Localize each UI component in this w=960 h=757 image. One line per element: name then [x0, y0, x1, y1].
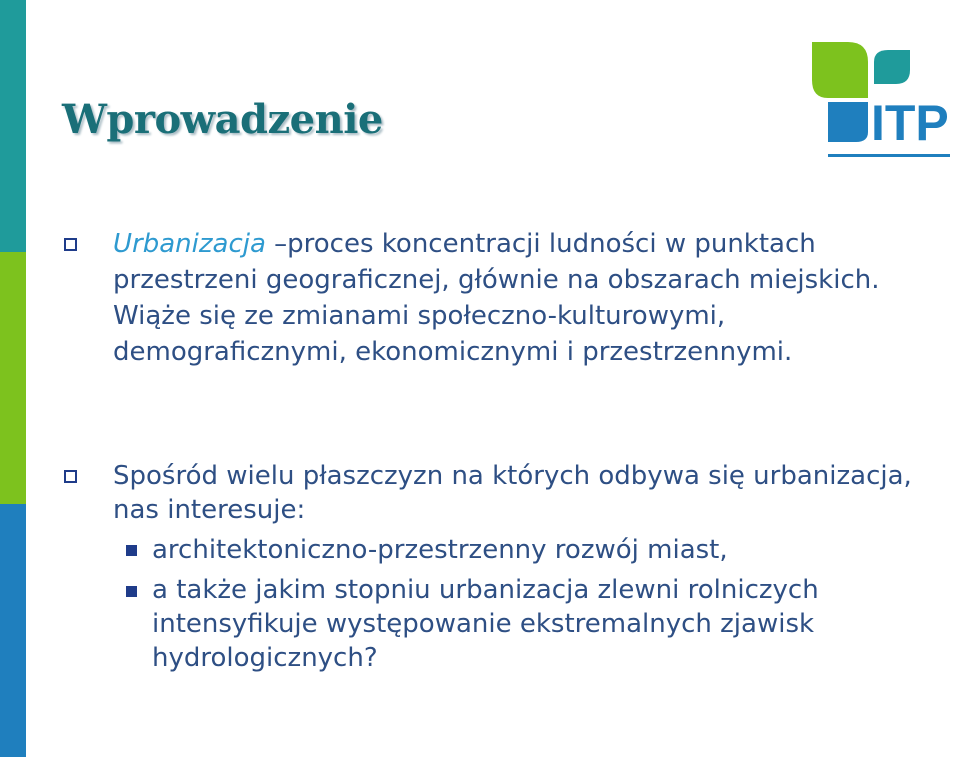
sub-bullet-architecture: architektoniczno-przestrzenny rozwój miast, — [152, 535, 728, 565]
filled-square-bullet-icon — [126, 545, 137, 556]
hollow-square-bullet-icon — [64, 470, 77, 483]
left-band-teal-segment — [0, 0, 26, 252]
term-urbanizacja: Urbanizacja — [113, 229, 266, 259]
left-band-green-segment — [0, 252, 26, 504]
sub-bullet-hydrology-question: a także jakim stopniu urbanizacja zlewni rolniczych intensyfikuje występowanie ekstremalnych zjawisk hydrologicznych? — [152, 575, 819, 673]
logo-leaf-teal — [874, 50, 910, 84]
logo-leaf-green — [812, 42, 868, 98]
hollow-square-bullet-icon — [64, 238, 77, 251]
itp-logo — [808, 40, 954, 160]
slide-title: Wprowadzenie — [62, 96, 383, 143]
logo-wordmark: ITP — [871, 95, 949, 151]
left-color-band — [0, 0, 26, 757]
left-band-blue-segment — [0, 504, 26, 757]
logo-leaf-blue — [828, 102, 868, 142]
logo-underline — [828, 154, 950, 157]
filled-square-bullet-icon — [126, 586, 137, 597]
definition-text: –proces koncentracji ludności w punktach przestrzeni geograficznej, głównie na obszarach miejskich. Wiąże się ze zmianami społeczno-kulturowymi, demograficznymi, ekonomicznymi i przestrzennymi. — [113, 229, 880, 367]
bullet-interest-intro: Spośród wielu płaszczyzn na których odbywa się urbanizacja, nas interesuje: — [113, 461, 912, 525]
bullet-urbanizacja-definition — [113, 226, 913, 370]
